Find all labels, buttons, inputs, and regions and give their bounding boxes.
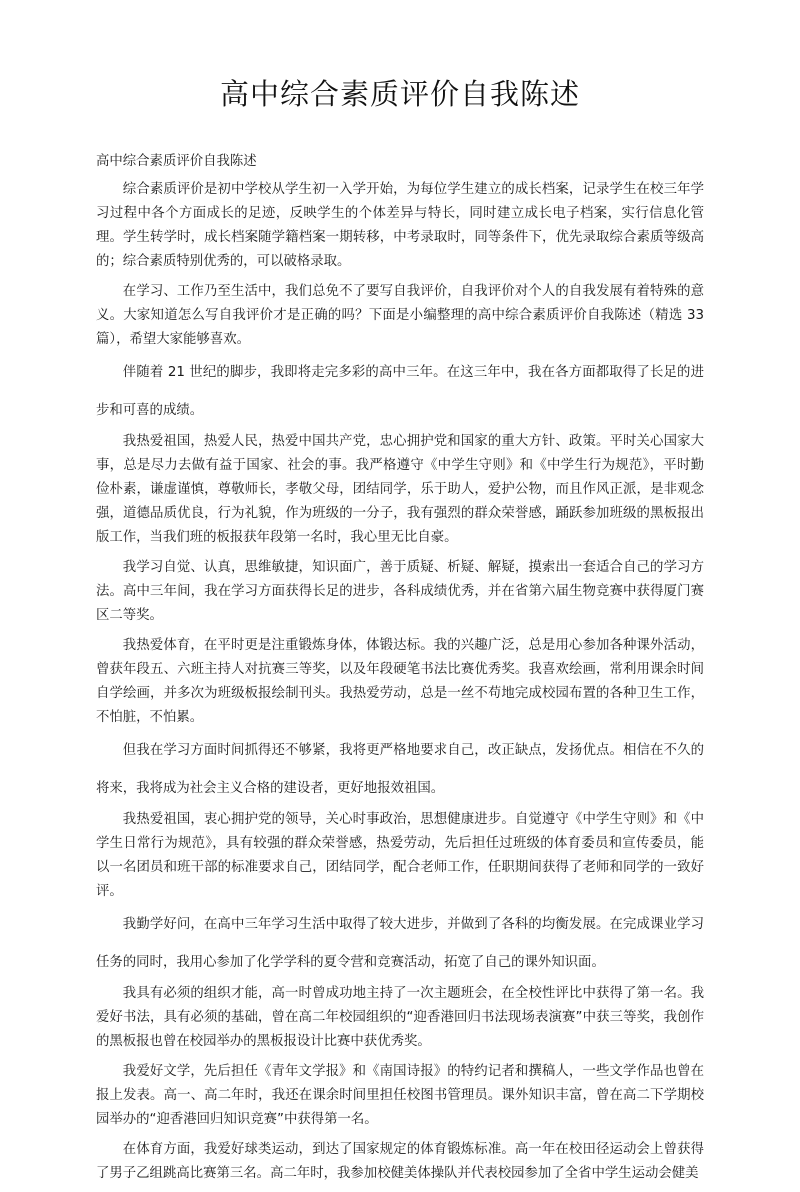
- paragraph-party-support: 我热爱祖国，衷心拥护党的领导，关心时事政治，思想健康进步。自觉遵守《中学生守则》和《中学生日常行为规范》，具有较强的群众荣誉感，热爱劳动，先后担任过班级的体育委员和宣传委员，能以一名团员和班干部的标准要求自己，团结同学，配合老师工作，任职期间获得了老师和同学的一致好评。: [96, 812, 704, 899]
- paragraph-organization: 我具有必须的组织才能，高一时曾成功地主持了一次主题班会，在全校性评比中获得了第一名。我爱好书法，具有必须的基础，曾在高二年校园组织的“迎香港回归书法现场表演赛”中获三等奖，我创作的黑板报也曾在校园举办的黑板报设计比赛中获优秀奖。: [96, 986, 704, 1049]
- paragraph-learning-progress: 我勤学好问，在高中三年学习生活中取得了较大进步，并做到了各科的均衡发展。在完成课业学习任务的同时，我用心参加了化学学科的夏令营和竞赛活动，拓宽了自己的课外知识面。: [96, 917, 704, 970]
- paragraph-study: 我学习自觉、认真，思维敏捷，知识面广，善于质疑、析疑、解疑，摸索出一套适合自己的学习方法。高中三年间，我在学习方面获得长足的进步，各科成绩优秀，并在省第六届生物竞赛中获得厦门赛区二等奖。: [96, 560, 704, 623]
- paragraph-three-years: 伴随着 21 世纪的脚步，我即将走完多彩的高中三年。在这三年中，我在各方面都取得了长足的进步和可喜的成绩。: [96, 365, 704, 418]
- paragraph-literature: 我爱好文学，先后担任《青年文学报》和《南国诗报》的特约记者和撰稿人，一些文学作品也曾在报上发表。高一、高二年时，我还在课余时间里担任校图书管理员。课外知识丰富，曾在高二下学期校园举办的“迎香港回归知识竞赛”中获得第一名。: [96, 1064, 704, 1127]
- paragraph-sports: 我热爱体育，在平时更是注重锻炼身体，体锻达标。我的兴趣广泛，总是用心参加各种课外活动，曾获年段五、六班主持人对抗赛三等奖，以及年段硬笔书法比赛优秀奖。我喜欢绘画，常利用课余时间自学绘画，并多次为班级板报绘制刊头。我热爱劳动，总是一丝不苟地完成校园布置的各种卫生工作，不怕脏，不怕累。: [96, 638, 704, 725]
- paragraph-intro: 综合素质评价是初中学校从学生初一入学开始，为每位学生建立的成长档案，记录学生在校三年学习过程中各个方面成长的足迹，反映学生的个体差异与特长，同时建立成长电子档案，实行信息化管理。学生转学时，成长档案随学籍档案一期转移，中考录取时，同等条件下，优先录取综合素质等级高的；综合素质特别优秀的，可以破格录取。: [96, 182, 704, 269]
- paragraph-patriotism: 我热爱祖国，热爱人民，热爱中国共产党，忠心拥护党和国家的重大方针、政策。平时关心国家大事，总是尽力去做有益于国家、社会的事。我严格遵守《中学生守则》和《中学生行为规范》，平时勤俭朴素，谦虚谨慎，尊敬师长，孝敬父母，团结同学，乐于助人，爱护公物，而且作风正派，是非观念强，道德品质优良，行为礼貌，作为班级的一分子，我有强烈的群众荣誉感，踊跃参加班级的黑板报出版工作，当我们班的板报获年段第一名时，我心里无比自豪。: [96, 434, 704, 545]
- paragraph-physical-education: 在体育方面，我爱好球类运动，到达了国家规定的体育锻炼标准。高一年在校田径运动会上曾获得了男子乙组跳高比赛第三名。高二年时，我参加校健美体操队并代表校园参加了全省中学生运动会健美: [96, 1142, 704, 1181]
- paragraph-self-evaluation: 在学习、工作乃至生活中，我们总免不了要写自我评价，自我评价对个人的自我发展有着特殊的意义。大家知道怎么写自我评价才是正确的吗？下面是小编整理的高中综合素质评价自我陈述（精选 33 篇），希望大家能够喜欢。: [96, 284, 704, 347]
- paragraph-improvement: 但我在学习方面时间抓得还不够紧，我将更严格地要求自己，改正缺点，发扬优点。相信在不久的将来，我将成为社会主义合格的建设者，更好地报效祖国。: [96, 743, 704, 796]
- document-title: 高中综合素质评价自我陈述: [219, 77, 580, 111]
- document-subheading: 高中综合素质评价自我陈述: [96, 154, 257, 169]
- document-body: [96, 150, 704, 1192]
